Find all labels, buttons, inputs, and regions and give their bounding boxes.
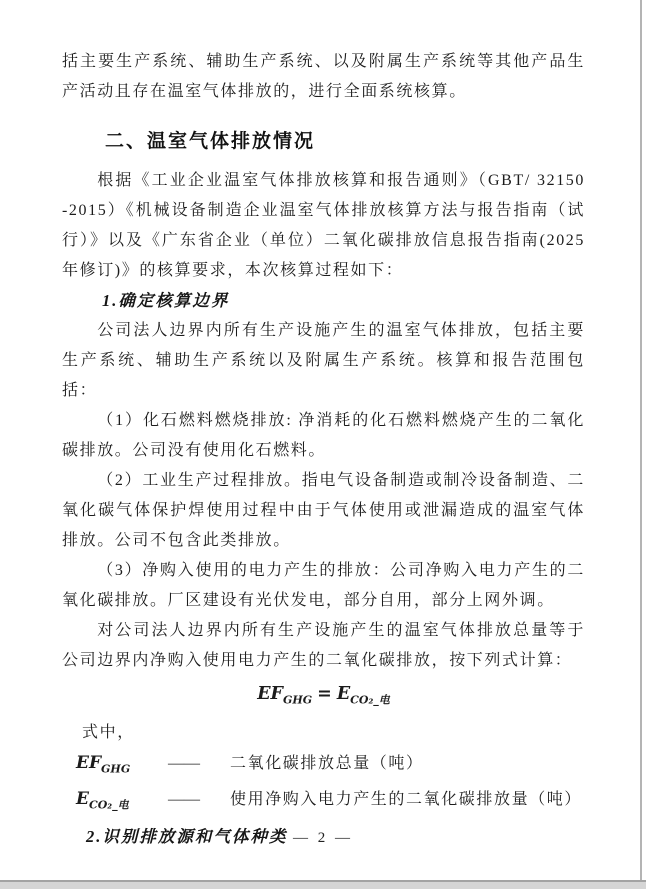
- list-item-fossil-fuel: （1）化石燃料燃烧排放: 净消耗的化石燃料燃烧产生的二氧化碳排放。公司没有使用化石燃料。: [62, 412, 585, 459]
- definition-term-eco2: [76, 784, 168, 820]
- definition-term-base: EF: [76, 752, 102, 773]
- definition-term-subscript: CO₂_电: [88, 798, 129, 812]
- formula-where-label: 式中，: [82, 723, 135, 741]
- formula-equals-sign: =: [317, 684, 332, 704]
- section-heading: 二、温室气体排放情况: [105, 131, 316, 152]
- body-paragraph-boundary: 公司法人边界内所有生产设施产生的温室气体排放，包括主要生产系统、辅助生产系统以及附属生产系统。核算和报告范围包括：: [62, 322, 585, 399]
- definition-dash: ——: [168, 754, 200, 772]
- body-paragraph-total: 对公司法人边界内所有生产设施产生的温室气体排放总量等于公司边界内净购入使用电力产生的二氧化碳排放，按下列式计算：: [62, 622, 585, 669]
- ghg-emission-formula: [62, 677, 585, 717]
- list-item-industrial-process: （2）工业生产过程排放。指电气设备制造或制冷设备制造、二氧化碳气体保护焊使用过程中由于气体使用或泄漏造成的温室气体排放。公司不包含此类排放。: [62, 472, 585, 549]
- body-paragraph-continuation: 括主要生产系统、辅助生产系统、以及附属生产系统等其他产品生产活动且存在温室气体排放的，进行全面系统核算。: [62, 53, 585, 100]
- formula-lhs-subscript: GHG: [282, 693, 313, 707]
- page-bottom-edge-strip: [0, 880, 646, 889]
- subsection-heading-1: 1.确定核算边界: [102, 291, 230, 310]
- page-number: — 2 —: [293, 830, 353, 846]
- formula-lhs-variable: [257, 684, 313, 707]
- subsection-heading-2: 2.识别排放源和气体种类: [86, 827, 288, 847]
- formula-rhs-subscript: CO₂_电: [350, 693, 390, 707]
- body-paragraph-basis: 根据《工业企业温室气体排放核算和报告通则》（GBT/ 32150 -2015）《机械设备制造企业温室气体排放核算方法与报告指南（试行）》以及《广东省企业（单位）二氧化碳排放信息报告指南(2025 年修订)》的核算要求，本次核算过程如下：: [62, 172, 585, 279]
- definition-dash: ——: [168, 790, 200, 808]
- definition-term-subscript: GHG: [101, 761, 131, 775]
- page-right-edge-line: [640, 0, 642, 882]
- definition-description: 使用净购入电力产生的二氧化碳排放量（吨）: [230, 790, 583, 808]
- definition-term-efghg: [76, 748, 168, 784]
- list-item-purchased-electricity: （3）净购入使用的电力产生的排放：公司净购入电力产生的二氧化碳排放。厂区建设有光伏发电，部分自用，部分上网外调。: [62, 562, 585, 609]
- formula-rhs-base: E: [336, 684, 351, 704]
- formula-rhs-variable: [336, 684, 390, 707]
- formula-term-definition-row: [62, 748, 585, 784]
- formula-term-definition-row: [62, 784, 585, 820]
- definition-description: 二氧化碳排放总量（吨）: [230, 754, 424, 772]
- formula-lhs-base: EF: [257, 684, 283, 704]
- page-content: [62, 47, 585, 852]
- definition-term-base: E: [76, 788, 89, 809]
